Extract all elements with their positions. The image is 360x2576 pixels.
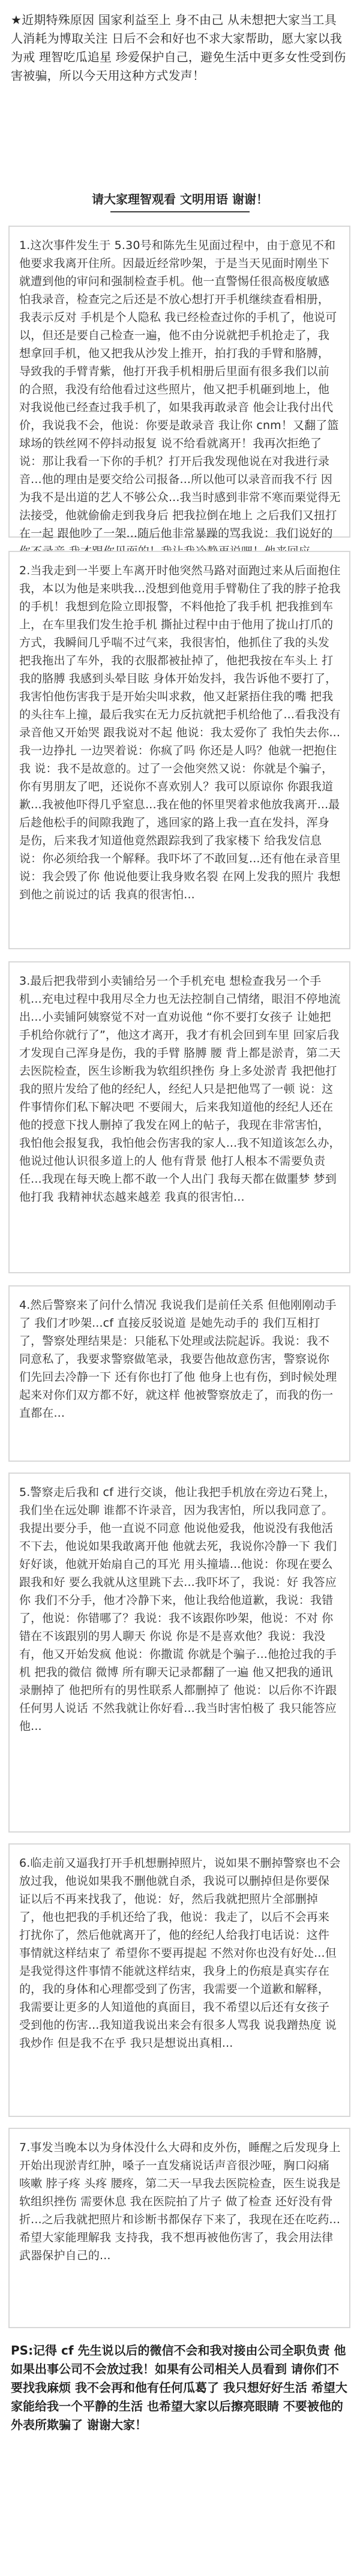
section-text-4: 4.然后警察来了问什么情况 我说我们是前任关系 但他刚刚动手了 我们才吵架...cf 直接反驳说道 是她先动手的 我们互相打了，警察处理结果是：只能私下处理或法院起诉。我说：我不同意私了，我要求警察做笔录，我要告他故意伤害，警察说你们先回去冷静一下 还有你也打了他 他身上也有伤，到时候处理起来对你们双方都不好，就这样 他被警察放走了，而我的伤一直都在...: [19, 1299, 337, 1420]
section-card-6: [8, 1843, 350, 2117]
section-card-4: [8, 1285, 350, 1462]
notice-heading: 请大家理智观看 文明用语 谢谢！: [92, 192, 268, 206]
section-text-7: 7.事发当晚本以为身体没什么大碍和皮外伤，睡醒之后发现身上开始出现淤青红肿，嗓子一直发痛说话声音很沙哑，胸口闷痛 咳嗽 脖子疼 头疼 腰疼，第二天一早我去医院检查，医生说我是软组织挫伤 需要休息 我在医院拍了片子 做了检查 还好没有骨折...之后我就把照片和诊断书都保存下来了，我现在还在吃药...希望大家能理解我 支持我，我不想再被他伤害了，我会用法律武器保护自己的...: [19, 2141, 341, 2262]
section-text-5: 5.警察走后我和 cf 进行交谈，他让我把手机放在旁边石凳上，我们坐在远处聊 谁都不许录音，因为我害怕，所以我同意了。我提出要分手，他一直说不同意 他说他爱我，他说没有我他活不下去，他说如果我敢离开他 他就去死，我说你冷静一下 我们好好谈，他就开始扇自己的耳光 用头撞墙...他说：你现在要么跟我和好 要么我就从这里跳下去...我吓坏了，我说：好 我答应你 我们不分手，他才冷静下来，他让我给他道歉，我说：我错了，他说：你错哪了？我说：我不该跟你吵架，他说：不对 你错在不该跟别的男人聊天 你说 你是不是喜欢他？我说：我没有，他又开始发疯 他说：你撒谎 你就是个骗子...他抢过我的手机 把我的微信 微博 所有聊天记录都翻了一遍 他又把我的通讯录删掉了 他把所有的男性联系人都删掉了 他说：以后你不许跟任何男人说话 不然我就让你好看...我当时害怕极了 我只能答应他...: [19, 1486, 337, 1733]
section-card-1: [8, 226, 350, 538]
section-card-3: [8, 961, 350, 1273]
section-card-7: [8, 2128, 350, 2328]
section-card-5: [8, 1473, 350, 1833]
section-text-3: 3.最后把我带到小卖铺给另一个手机充电 想检查我另一个手机...充电过程中我用尽全力也无法控制自己情绪，眼泪不停地流出...小卖铺阿姨察觉不对一直劝说他 “你不要打女孩子 让她把手机给你就行了”，他这才离开，我才有机会回到车里 回家后我才发现自己浑身是伤，我的手臂 胳膊 腰 背上都是淤青，第二天去医院检查，医生诊断我为软组织挫伤 身上多处淤青 我把他打我的照片发给了他的经纪人，经纪人只是把他骂了一顿 说：这件事情你们私下解决吧 不要闹大，后来我知道他的经纪人还在他的授意下找人删掉了我发在网上的帖子，我现在非常害怕，我怕他会报复我，我怕他会伤害我的家人...我不知道该怎么办，他说过他认识很多道上的人 他有背景 他打人根本不需要负责任...我现在每天晚上都不敢一个人出门 我每天都在做噩梦 梦到他打我 我精神状态越来越差 我真的很害怕...: [19, 974, 341, 1204]
section-text-1: 1.这次事件发生于 5.30号和陈先生见面过程中，由于意见不和 他要求我离开住所。因最近经常吵架，于是当天见面时刚坐下就遭到他的审问和强制检查手机。他一直警惕任很高极度敏感怕我录音，检查完之后还是不放心想打开手机继续查看相册，我表示反对 手机是个人隐私 我已经检查过你的手机了，他说可以，但还是要自己检查一遍，他不由分说就把手机抢走了，我想拿回手机，他又把我从沙发上推开，拍打我的手臂和胳膊，导致我的手臂青紫，他打开我手机相册后里面有很多我们以前的合照，我没有给他看过这些照片，他又把手机砸到地上，他对我说他已经查过我手机了，如果我再敢录音 他会让我付出代价，我说我不会，他说：你要是敢录音 我让你 cnm！又翻了篮球场的铁丝网不停抖动报复 说不给看就离开！我再次拒绝了说：那让我看一下你的手机？打开后我发现他说在对我进行录音...他的理由是要交给公司报备...所以他可以录音而我不行 因为我不是出道的艺人不够公众...我当时感到非常不寒而栗觉得无法接受，他就偷偷走到我身后 把我拉倒在地上 之后我们又扭打在一起 跟他吵了一架...随后他非常暴躁的骂我说：我们说好的: [19, 239, 341, 540]
ps-text: PS:记得 cf 先生说以后的微信不会和我对接由公司全职负责 他如果出事公司不会放过我！如果有公司相关人员看到 请你们不要找我麻烦 我不会再和他有任何瓜葛了 我只想好好生活 希望大家能给我一个平静的生活 也希望大家以后擦亮眼睛 不要被他的外表所欺骗了 谢谢大家！: [11, 2343, 347, 2432]
intro-text: ★近期特殊原因 国家利益至上 身不由己 从未想把大家当工具人消耗为博取关注 日后不会和好也不求大家帮助，愿大家以我为戒 理智吃瓜追星 珍爱保护自己，避免生活中更多女性受到伤害被骗，所以今天用这种方式发声！: [11, 13, 346, 83]
section-card-2: [8, 551, 350, 949]
notice-underline: [110, 211, 250, 212]
section-text-2: 2.当我走到一半要上车离开时他突然马路对面跑过来从后面抱住我，本以为他是来哄我...没想到他竟用手臂勒住了我的脖子抢我的手机！我想到危险立即报警，不料他抢了我手机 把我推到车上，在车里我们发生抢手机 撕扯过程中由于他用了拢山打爪的方式，我瞬间几乎喘不过气来，我很害怕，他抓住了我的头发 把我拖出了车外，我的衣服都被扯掉了，他把我按在车头上 打我的胳膊 我感到头晕目眩 身体开始发抖，我告诉他不要打了，我害怕他伤害我于是开始尖叫求救，他又赶紧捂住我的嘴 把我的头往车上撞，最后我实在无力反抗就把手机给他了...看我没有录音他又开始哭 跟我说对不起 他说：我太爱你了 我怕失去你...我一边挣扎 一边哭着说：你疯了吗 你还是人吗？他就一把抱住我 说：我不是故意的。过了一会他突然又说：你就是个骗子，你有男朋友了吧，还说你不喜欢别人？我可以原谅你 你跟我道歉...我被他吓得几乎窒息...我在他的怀里哭着求他放我离开...最后趁他松手的间隙我跑了，逃回家的路上我一直在发抖，浑身是伤，后来我才知道他竟然跟踪我到了我家楼下 给我发信息说：你必须给我一个解释。我吓坏了不敢回复...还有他在录音里说：我会毁了你 他说他要让我身败名裂 在网上发我的照片 我想到他之前说过的话 我真的很害怕...: [19, 564, 341, 901]
section-text-6: 6.临走前又逼我打开手机想删掉照片，说如果不删掉警察也不会放过我，他说如果我不删他就自杀，我说可以删掉但是你要保证以后不再来找我了，他说：好，然后我就把照片全部删掉了，他也把我的手机还给了我，他说：我走了，以后不会再来打扰你了，然后他就离开了，他的经纪人给我打电话说：这件事情就这样结束了 希望你不要再提起 不然对你也没有好处...但是我觉得这件事情不能就这样结束，我身上的伤痕是真实存在的，我的身体和心理都受到了伤害，我需要一个道歉和解释，我需要让更多的人知道他的真面目，我不希望以后还有女孩子受到他的伤害...我知道我说出来会有很多人骂我 说我蹭热度 说我炒作 但是我不在乎 我只是想说出真相...: [19, 1857, 341, 2050]
